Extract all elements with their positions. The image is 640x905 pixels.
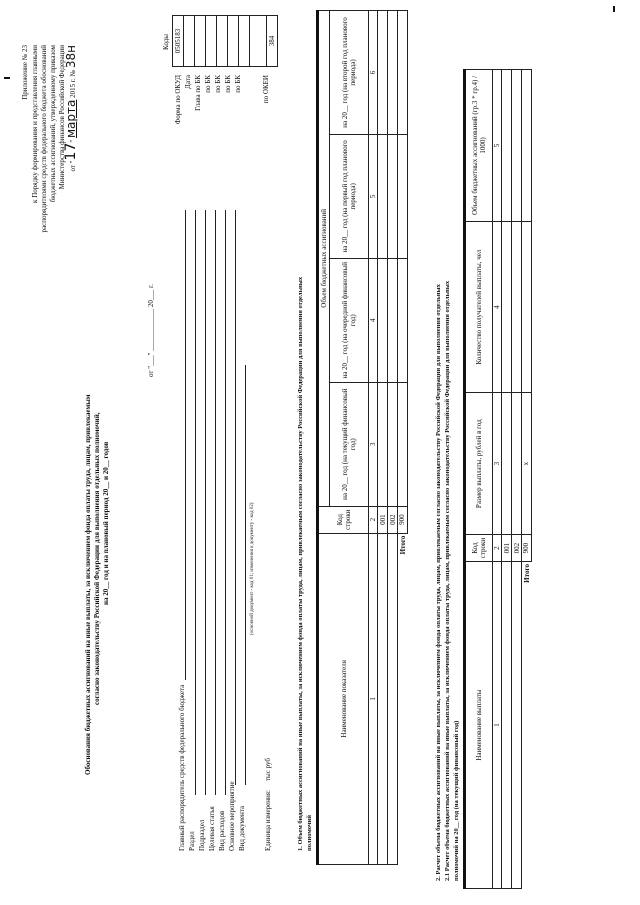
codes-table xyxy=(172,15,278,67)
field-line xyxy=(215,210,216,795)
codes-label: по БК xyxy=(204,75,212,93)
total-cell[interactable] xyxy=(398,258,408,382)
codes-value xyxy=(250,16,267,67)
field-main-distributor: Главный распорядитель средств федерального бюджета xyxy=(178,684,186,851)
value-cell[interactable] xyxy=(388,134,398,258)
codes-label: по ОКЕИ xyxy=(262,75,270,104)
section1-heading: 1. Объем бюджетных ассигнований на иные выплаты, за исключением фонда оплаты труда, лицам, привлекаемым согласно законодательству Российской Федерации для выполнения отдельных xyxy=(297,276,304,851)
codes-row xyxy=(250,16,267,67)
col-header-year: на 20__ год (на очередной финансовый год) xyxy=(330,258,369,382)
value-cell[interactable] xyxy=(502,70,512,222)
codes-value xyxy=(239,16,250,67)
col-header-size: Размер выплаты, рублей в год xyxy=(465,393,493,535)
codes-header: Коды xyxy=(162,34,170,50)
total-label: Итого xyxy=(522,564,531,583)
col-header-volume: Объем бюджетных ассигнований (гр.3 * гр.4) / 1000) xyxy=(465,70,493,222)
appendix-order-no: 38н xyxy=(64,45,78,69)
codes-value xyxy=(228,16,239,67)
total-cell[interactable] xyxy=(398,134,408,258)
unit-value: тыс руб xyxy=(264,758,272,781)
value-cell[interactable] xyxy=(512,393,522,535)
field-line xyxy=(205,210,206,795)
value-cell[interactable] xyxy=(388,11,398,135)
field-line xyxy=(185,210,186,680)
field-subsection: Подраздел xyxy=(198,819,206,851)
codes-row xyxy=(184,16,195,67)
appendix-title: Приложение № 23 xyxy=(21,45,29,100)
table-row xyxy=(388,11,398,865)
value-cell[interactable] xyxy=(378,134,388,258)
value-cell[interactable] xyxy=(388,382,398,506)
value-cell[interactable] xyxy=(512,221,522,392)
col-header-year: на 20__ год (на второй год планового периода) xyxy=(330,11,369,135)
table-numbering-row xyxy=(369,11,378,865)
value-cell[interactable] xyxy=(378,382,388,506)
table-header-row xyxy=(465,70,493,889)
value-cell[interactable] xyxy=(502,221,512,392)
unit-label: Единица измерения: xyxy=(264,790,272,851)
table-total-row xyxy=(522,70,532,889)
form-title-line3: на 20__ год и на плановый период 20__ и 20__ годов xyxy=(102,441,110,605)
total-cell[interactable] xyxy=(398,382,408,506)
col-num: 3 xyxy=(493,393,502,535)
appendix-date-day: 17 xyxy=(63,142,79,161)
col-header-name: Наименование выплаты xyxy=(465,562,493,889)
codes-row xyxy=(267,16,278,67)
table-numbering-row xyxy=(493,70,502,889)
doc-type-hint: (основной документ - код 01; изменения к документу - код 02) xyxy=(250,502,255,635)
codes-value xyxy=(217,16,228,67)
field-line xyxy=(225,210,226,795)
row-code-cell: 002 xyxy=(388,506,398,533)
appendix-line: распорядителями средств федерального бюджета обоснований xyxy=(40,45,48,233)
col-num: 3 xyxy=(369,382,378,506)
appendix-line: бюджетных ассигнований, утвержденному приказом xyxy=(49,45,57,203)
value-cell[interactable] xyxy=(378,258,388,382)
col-header-code: Код строки xyxy=(318,506,369,533)
codes-label: Глава по БК xyxy=(194,75,202,111)
field-line xyxy=(235,210,236,785)
codes-label: Форма по ОКУД xyxy=(174,75,182,125)
value-cell[interactable] xyxy=(388,258,398,382)
col-header-count: Количество получателей выплаты, чел xyxy=(465,221,493,392)
row-name-cell[interactable] xyxy=(378,533,388,864)
codes-row xyxy=(228,16,239,67)
row-code-cell: 002 xyxy=(512,535,522,562)
value-cell[interactable] xyxy=(502,393,512,535)
col-num: 2 xyxy=(493,535,502,562)
row-name-cell[interactable] xyxy=(512,562,522,889)
scan-mark xyxy=(4,77,10,79)
total-cell[interactable] xyxy=(398,11,408,135)
col-num: 4 xyxy=(493,221,502,392)
field-main-activity: Основное мероприятие xyxy=(228,781,236,851)
col-num: 4 xyxy=(369,258,378,382)
codes-value: 0505183 xyxy=(173,16,184,67)
row-name-cell[interactable] xyxy=(388,533,398,864)
section2-subheading: 2.1 Расчет объема бюджетных ассигнований на иные выплаты, за исключением фонда оплаты труда, лицам, привлекаемым согласно законодательству Российской Федерации для выполнения отдельных xyxy=(444,280,451,881)
table-total-row xyxy=(398,11,408,865)
value-cell[interactable] xyxy=(378,11,388,135)
codes-row xyxy=(206,16,217,67)
col-num: 1 xyxy=(369,533,378,864)
form-date-line: от "___" ____________ 20___ г. xyxy=(147,283,155,377)
col-header-name: Наименование показателя xyxy=(318,533,369,864)
codes-label: Дата xyxy=(184,75,192,89)
section1-heading-cont: полномочий xyxy=(306,814,313,851)
col-num: 6 xyxy=(369,11,378,135)
col-num: 2 xyxy=(369,506,378,533)
section2-subheading-cont: полномочий на 20__ год (на текущий финансовый год) xyxy=(453,720,460,881)
table-row xyxy=(502,70,512,889)
codes-label: по БК xyxy=(234,75,242,93)
appendix-date-month: марта xyxy=(64,99,78,139)
table-row xyxy=(378,11,388,865)
codes-row xyxy=(173,16,184,67)
table-row xyxy=(512,70,522,889)
codes-row xyxy=(217,16,228,67)
total-cell[interactable] xyxy=(522,221,532,392)
codes-value xyxy=(184,16,195,67)
total-cell[interactable] xyxy=(522,70,532,222)
col-header-volume: Объем бюджетных ассигнований xyxy=(318,11,330,507)
scan-mark xyxy=(613,6,615,12)
col-header-code: Код строки xyxy=(465,535,493,562)
appendix-line: Министерства финансов Российской Федерации xyxy=(58,45,66,190)
codes-label: по БК xyxy=(214,75,222,93)
codes-value: 384 xyxy=(267,16,278,67)
field-target-article: Целевая статья xyxy=(208,806,216,851)
codes-row xyxy=(195,16,206,67)
total-label: Итого xyxy=(398,535,407,555)
section2-table xyxy=(463,69,532,889)
col-header-year: на 20__ год (на первый год планового периода) xyxy=(330,134,369,258)
codes-value xyxy=(195,16,206,67)
table-header-row xyxy=(318,11,330,865)
form-title-line1: Обоснования бюджетных ассигнований на иные выплаты, за исключением фонда оплаты труда, лицам, привлекаемым xyxy=(84,394,92,775)
col-num: 1 xyxy=(493,562,502,889)
total-code: 900 xyxy=(398,506,408,533)
field-section: Раздел xyxy=(188,831,196,851)
form-title-line2: согласно законодательству Российской Федерации для выполнения отдельных полномочий, xyxy=(93,412,101,705)
total-code: 900 xyxy=(522,535,532,562)
value-cell[interactable] xyxy=(512,70,522,222)
col-num: 5 xyxy=(369,134,378,258)
field-line xyxy=(195,210,196,795)
field-line xyxy=(245,365,246,785)
total-mark: x xyxy=(522,393,532,535)
row-code-cell: 001 xyxy=(502,535,512,562)
col-header-year: на 20__ год (на текущий финансовый год) xyxy=(330,382,369,506)
codes-label: по БК xyxy=(224,75,232,93)
appendix-date: от "17" марта 2015 г. № 38н xyxy=(63,45,79,172)
section2-heading: 2. Расчет объема бюджетных ассигнований на иные выплаты, за исключением фонда оплаты труда, лицам, привлекаемым согласно законодательству Российской Федерации для выполнения отдельных xyxy=(435,284,442,881)
field-expense-type: Вид расходов xyxy=(218,810,226,851)
col-num: 5 xyxy=(493,70,502,222)
section1-table xyxy=(316,10,408,865)
row-code-cell: 001 xyxy=(378,506,388,533)
codes-row xyxy=(239,16,250,67)
codes-value xyxy=(206,16,217,67)
row-name-cell[interactable] xyxy=(502,562,512,889)
appendix-line: к Порядку формирования и представления главными xyxy=(31,45,39,203)
field-doc-type: Вид документа xyxy=(238,805,246,851)
